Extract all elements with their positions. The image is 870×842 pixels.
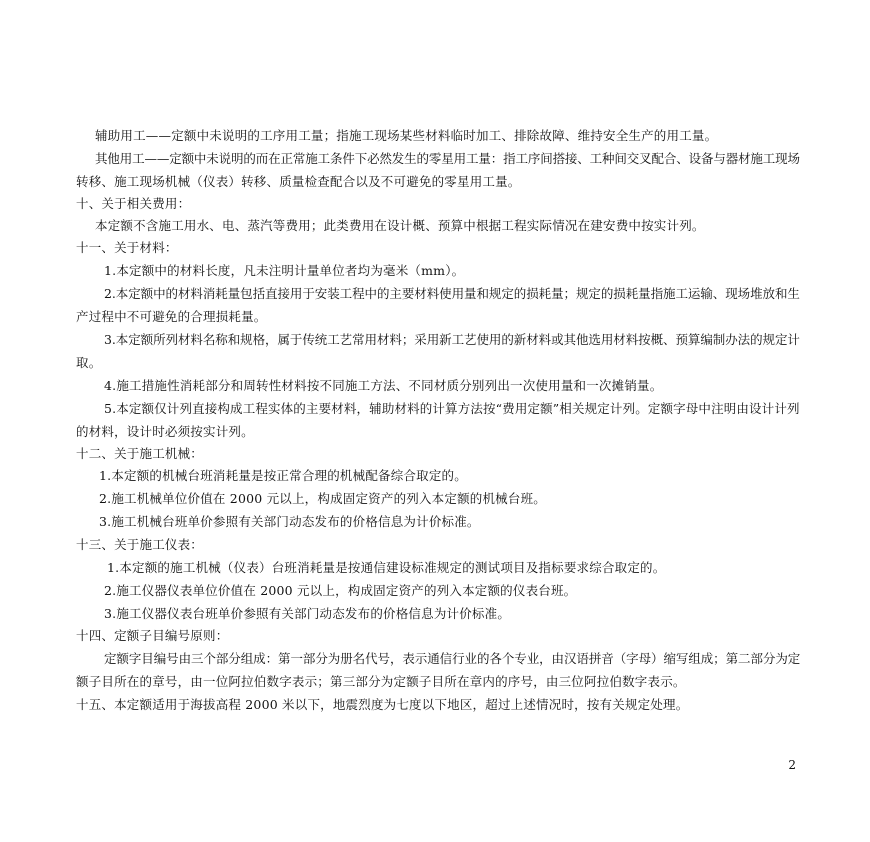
page-number: 2 <box>788 758 796 772</box>
text-line: 4.施工措施性消耗部分和周转性材料按不同施工方法、不同材质分别列出一次使用量和一次摊销量。 <box>104 378 663 393</box>
text-line: 2.本定额中的材料消耗量包括直接用于安装工程中的主要材料使用量和规定的损耗量；规定的损耗量指施工运输、现场堆放和生 <box>104 286 800 301</box>
text-line: 1.本定额的施工机械（仪表）台班消耗量是按通信建设标准规定的测试项目及指标要求综合取定的。 <box>107 560 666 575</box>
text-line: 定额字目编号由三个部分组成：第一部分为册名代号，表示通信行业的各个专业，由汉语拼音（字母）缩写组成；第二部分为定 <box>104 651 801 666</box>
text-line: 1.本定额的机械台班消耗量是按正常合理的机械配备综合取定的。 <box>99 468 467 483</box>
section-heading: 十四、定额子目编号原则： <box>76 628 229 643</box>
section-heading: 十二、关于施工机械： <box>76 446 204 461</box>
text-line: 本定额不含施工用水、电、蒸汽等费用；此类费用在设计概、预算中根据工程实际情况在建安费中按实计列。 <box>95 218 705 233</box>
section-heading: 十、关于相关费用： <box>76 196 191 211</box>
text-line: 3.本定额所列材料名称和规格，属于传统工艺常用材料；采用新工艺使用的新材料或其他选用材料按概、预算编制办法的规定计 <box>104 332 800 347</box>
section-heading: 十五、本定额适用于海拔高程 2000 米以下，地震烈度为七度以下地区，超过上述情况时，按有关规定处理。 <box>76 697 689 712</box>
text-line: 2.施工机械单位价值在 2000 元以上，构成固定资产的列入本定额的机械台班。 <box>99 491 546 506</box>
text-line: 辅助用工——定额中未说明的工序用工量；指施工现场某些材料临时加工、排除故障、维持安全生产的用工量。 <box>95 128 718 143</box>
text-line: 2.施工仪器仪表单位价值在 2000 元以上，构成固定资产的列入本定额的仪表台班。 <box>104 583 577 598</box>
text-line: 3.施工仪器仪表台班单价参照有关部门动态发布的价格信息为计价标准。 <box>104 606 511 621</box>
text-line: 转移、施工现场机械（仪表）转移、质量检查配合以及不可避免的零星用工量。 <box>76 174 521 189</box>
text-line: 取。 <box>76 355 102 370</box>
text-line: 的材料，设计时必须按实计列。 <box>76 424 254 439</box>
section-heading: 十一、关于材料： <box>76 240 178 255</box>
text-line: 3.施工机械台班单价参照有关部门动态发布的价格信息为计价标准。 <box>99 514 480 529</box>
text-line: 5.本定额仅计列直接构成工程实体的主要材料，辅助材料的计算方法按“费用定额”相关规定计列。定额字母中注明由设计计列 <box>104 401 800 416</box>
section-heading: 十三、关于施工仪表： <box>76 537 204 552</box>
text-line: 其他用工——定额中未说明的而在正常施工条件下必然发生的零星用工量：指工序间搭接、工种间交叉配合、设备与器材施工现场 <box>95 151 800 166</box>
text-line: 额子目所在的章号，由一位阿拉伯数字表示；第三部分为定额子目所在章内的序号，由三位阿拉伯数字表示。 <box>76 674 686 689</box>
text-line: 1.本定额中的材料长度，凡未注明计量单位者均为毫米（mm）。 <box>104 263 465 278</box>
text-line: 产过程中不可避免的合理损耗量。 <box>76 309 267 324</box>
